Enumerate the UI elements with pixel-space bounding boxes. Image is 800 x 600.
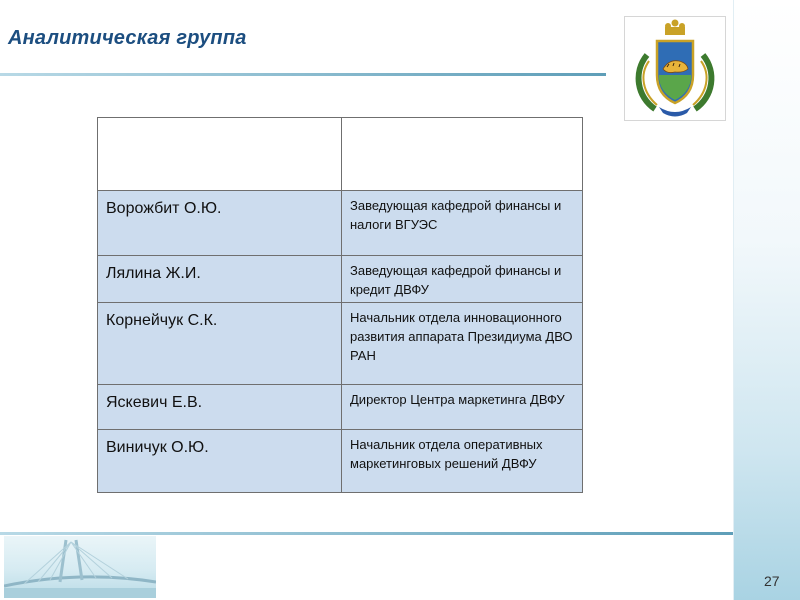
member-role: Заведующая кафедрой финансы и кредит ДВФУ [342,256,583,303]
member-name: Ворожбит О.Ю. [98,191,342,256]
table-row [98,256,583,303]
member-name: Виничук О.Ю. [98,430,342,493]
member-role: Начальник отдела оперативных маркетинговых решений ДВФУ [342,430,583,493]
page-number: 27 [764,573,780,589]
bridge-icon [4,536,156,598]
title-underline [0,73,606,76]
member-role: Директор Центра маркетинга ДВФУ [342,385,583,430]
members-table [97,117,583,493]
footer-rule [0,532,733,535]
member-name: Лялина Ж.И. [98,256,342,303]
table-row [98,430,583,493]
table-row [98,191,583,256]
slide-title: Аналитическая группа [8,27,247,49]
member-role: Начальник отдела инновационного развития аппарата Президиума ДВО РАН [342,303,583,385]
header-cell-role [342,118,583,191]
header-cell-name [98,118,342,191]
member-role: Заведующая кафедрой финансы и налоги ВГУЭС [342,191,583,256]
right-decor-band [733,0,800,600]
coat-of-arms-icon [624,16,726,121]
member-name: Корнейчук С.К. [98,303,342,385]
table-row [98,303,583,385]
table-header-row [98,118,583,191]
table-row [98,385,583,430]
member-name: Яскевич Е.В. [98,385,342,430]
